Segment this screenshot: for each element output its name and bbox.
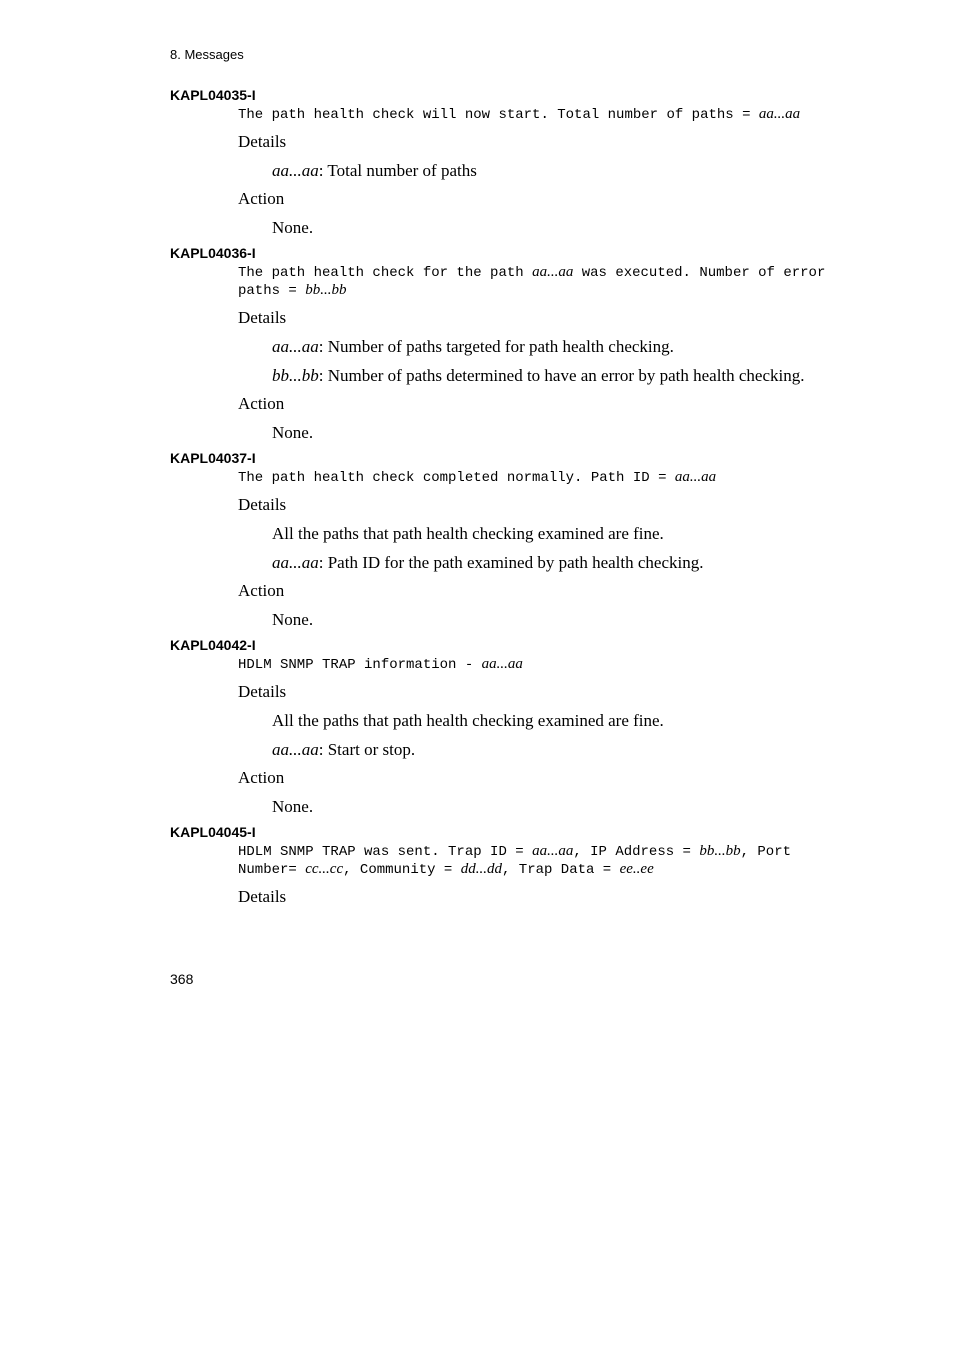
action-label: Action <box>238 581 285 600</box>
message-variable: bb...bb <box>305 282 347 298</box>
message-text-part: The path health check will now start. Total number of paths = <box>238 107 759 123</box>
page-number: 368 <box>170 971 194 987</box>
message-id: KAPL04042-I <box>170 637 256 653</box>
action-text: None. <box>272 218 314 237</box>
message-variable: dd...dd <box>460 861 502 877</box>
detail-variable: aa...aa <box>272 337 319 356</box>
message-variable: aa...aa <box>674 469 717 485</box>
detail-line <box>272 740 850 760</box>
detail-plain-text: All the paths that path health checking examined are fine. <box>272 711 664 730</box>
action-text: None. <box>272 610 314 629</box>
detail-line <box>272 337 850 357</box>
action-label: Action <box>238 768 285 787</box>
details-label: Details <box>238 308 287 327</box>
message-variable: aa...aa <box>758 106 801 122</box>
action-label: Action <box>238 189 285 208</box>
message-text-part: , IP Address = <box>573 844 700 860</box>
details-label: Details <box>238 132 287 151</box>
message-entry <box>170 244 850 443</box>
message-text-part: HDLM SNMP TRAP information - <box>238 657 482 673</box>
message-id: KAPL04036-I <box>170 245 256 261</box>
message-text-part: , Trap Data = <box>501 862 620 878</box>
action-text: None. <box>272 797 314 816</box>
detail-variable: aa...aa <box>272 161 319 180</box>
message-variable: aa...aa <box>532 843 574 859</box>
details-label: Details <box>238 682 287 701</box>
message-text <box>238 264 850 300</box>
message-entry <box>170 636 850 817</box>
detail-line <box>272 161 850 181</box>
message-text <box>238 469 850 487</box>
detail-plain-text: All the paths that path health checking examined are fine. <box>272 524 664 543</box>
detail-line <box>272 553 850 573</box>
details-label: Details <box>238 887 287 906</box>
detail-variable: bb...bb <box>272 366 319 385</box>
detail-line <box>272 366 850 386</box>
message-entry <box>170 449 850 630</box>
message-variable: ee..ee <box>619 861 654 877</box>
message-variable: bb...bb <box>699 843 741 859</box>
message-variable: aa...aa <box>481 656 523 672</box>
message-text-part: , Port Number= <box>238 844 792 878</box>
detail-text: : Number of paths determined to have an error by path health checking. <box>318 366 805 385</box>
message-text-part: The path health check for the path <box>238 265 533 281</box>
message-text <box>238 843 850 879</box>
message-entry <box>170 86 850 238</box>
detail-text: : Start or stop. <box>318 740 416 759</box>
message-text <box>238 106 850 124</box>
message-list <box>170 86 850 913</box>
message-text-part: , Community = <box>343 862 461 878</box>
detail-variable: aa...aa <box>272 553 319 572</box>
detail-text: : Total number of paths <box>318 161 477 180</box>
message-text-part: HDLM SNMP TRAP was sent. Trap ID = <box>238 844 533 860</box>
message-variable: aa...aa <box>532 264 574 280</box>
detail-variable: aa...aa <box>272 740 319 759</box>
running-header: 8. Messages <box>170 47 244 62</box>
message-id: KAPL04035-I <box>170 87 256 103</box>
message-text <box>238 656 850 674</box>
message-entry <box>170 823 850 907</box>
message-id: KAPL04037-I <box>170 450 256 466</box>
detail-text: : Number of paths targeted for path health checking. <box>318 337 674 356</box>
details-label: Details <box>238 495 287 514</box>
message-variable: cc...cc <box>305 861 344 877</box>
message-text-part: was executed. Number of error paths = <box>238 265 826 299</box>
action-text: None. <box>272 423 314 442</box>
message-id: KAPL04045-I <box>170 824 256 840</box>
detail-text: : Path ID for the path examined by path health checking. <box>318 553 704 572</box>
action-label: Action <box>238 394 285 413</box>
message-text-part: The path health check completed normally. Path ID = <box>238 470 675 486</box>
